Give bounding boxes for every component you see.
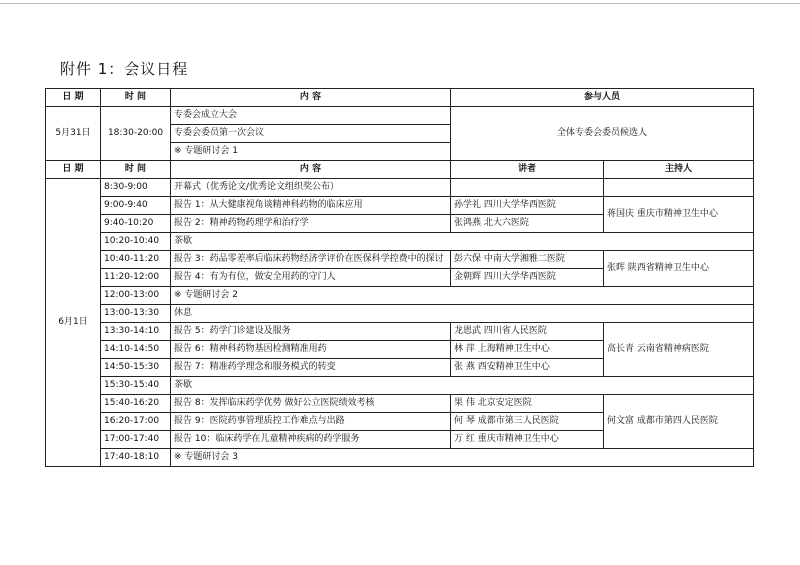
table-row <box>46 179 754 197</box>
table1-header-row <box>46 89 754 107</box>
content-cell: 报告 9：医院药事管理质控工作难点与出路 <box>171 413 451 431</box>
table2-header-row <box>46 161 754 179</box>
content-cell: ※ 专题研讨会 1 <box>171 143 451 161</box>
header-speaker: 讲者 <box>451 161 604 179</box>
time-cell: 15:30-15:40 <box>101 377 171 395</box>
speaker-cell: 何 琴 成都市第三人民医院 <box>451 413 604 431</box>
speaker-cell: 彭六保 中南大学湘雅二医院 <box>451 251 604 269</box>
time-cell: 14:10-14:50 <box>101 341 171 359</box>
table-row <box>46 233 754 251</box>
date-cell: 5月31日 <box>46 107 101 161</box>
table-row <box>46 287 754 305</box>
time-cell: 12:00-13:00 <box>101 287 171 305</box>
table-row <box>46 323 754 341</box>
table-row <box>46 197 754 215</box>
speaker-cell: 张鸿燕 北大六医院 <box>451 215 604 233</box>
time-cell: 15:40-16:20 <box>101 395 171 413</box>
time-cell: 13:00-13:30 <box>101 305 171 323</box>
time-cell: 9:00-9:40 <box>101 197 171 215</box>
header-date: 日 期 <box>46 161 101 179</box>
time-cell: 11:20-12:00 <box>101 269 171 287</box>
content-cell: 报告 4：有为有位，做安全用药的守门人 <box>171 269 451 287</box>
speaker-cell: 孙学礼 四川大学华西医院 <box>451 197 604 215</box>
host-cell <box>604 179 754 197</box>
top-rule <box>0 3 800 4</box>
header-participants: 参与人员 <box>451 89 754 107</box>
table-row <box>46 377 754 395</box>
content-cell: 报告 7：精准药学理念和服务模式的转变 <box>171 359 451 377</box>
content-cell: 报告 1：从大健康视角谈精神科药物的临床应用 <box>171 197 451 215</box>
document-title: 附件 1：会议日程 <box>60 60 189 78</box>
table-row <box>46 449 754 467</box>
header-content: 内 容 <box>171 161 451 179</box>
content-cell: 专委会委员第一次会议 <box>171 125 451 143</box>
header-content: 内 容 <box>171 89 451 107</box>
time-cell: 10:40-11:20 <box>101 251 171 269</box>
speaker-cell: 张 燕 西安精神卫生中心 <box>451 359 604 377</box>
time-cell: 17:40-18:10 <box>101 449 171 467</box>
schedule-table <box>45 88 754 467</box>
host-cell: 高长青 云南省精神病医院 <box>604 323 754 377</box>
table-row <box>46 251 754 269</box>
speaker-cell <box>451 179 604 197</box>
speaker-cell: 龙恩武 四川省人民医院 <box>451 323 604 341</box>
time-cell: 9:40-10:20 <box>101 215 171 233</box>
content-cell: 报告 10：临床药学在儿童精神疾病的药学服务 <box>171 431 451 449</box>
time-cell: 18:30-20:00 <box>101 107 171 161</box>
speaker-cell: 万 红 重庆市精神卫生中心 <box>451 431 604 449</box>
speaker-cell: 果 伟 北京安定医院 <box>451 395 604 413</box>
time-cell: 14:50-15:30 <box>101 359 171 377</box>
header-time: 时 间 <box>101 161 171 179</box>
content-cell: 报告 8：发挥临床药学优势 做好公立医院绩效考核 <box>171 395 451 413</box>
content-cell: 开幕式（优秀论文/优秀论文组织奖公布） <box>171 179 451 197</box>
host-cell: 张晖 陕西省精神卫生中心 <box>604 251 754 287</box>
speaker-cell: 金朝辉 四川大学华西医院 <box>451 269 604 287</box>
content-cell: 茶歇 <box>171 377 754 395</box>
table-row <box>46 395 754 413</box>
time-cell: 16:20-17:00 <box>101 413 171 431</box>
content-cell: 报告 3：药品零差率后临床药物经济学评价在医保科学控费中的探讨 <box>171 251 451 269</box>
content-cell: 报告 6：精神科药物基因检测精准用药 <box>171 341 451 359</box>
content-cell: 报告 5：药学门诊建设及服务 <box>171 323 451 341</box>
content-cell: 专委会成立大会 <box>171 107 451 125</box>
content-cell: 休息 <box>171 305 754 323</box>
header-host: 主持人 <box>604 161 754 179</box>
table-row <box>46 305 754 323</box>
table-row <box>46 107 754 125</box>
participants-cell: 全体专委会委员候选人 <box>451 107 754 161</box>
host-cell: 蒋国庆 重庆市精神卫生中心 <box>604 197 754 233</box>
time-cell: 8:30-9:00 <box>101 179 171 197</box>
header-time: 时 间 <box>101 89 171 107</box>
time-cell: 13:30-14:10 <box>101 323 171 341</box>
time-cell: 10:20-10:40 <box>101 233 171 251</box>
host-cell: 何文富 成都市第四人民医院 <box>604 395 754 449</box>
time-cell: 17:00-17:40 <box>101 431 171 449</box>
content-cell: 茶歇 <box>171 233 754 251</box>
date-cell: 6月1日 <box>46 179 101 467</box>
content-cell: ※ 专题研讨会 3 <box>171 449 754 467</box>
content-cell: 报告 2：精神药物药理学和治疗学 <box>171 215 451 233</box>
speaker-cell: 林 萍 上海精神卫生中心 <box>451 341 604 359</box>
content-cell: ※ 专题研讨会 2 <box>171 287 754 305</box>
header-date: 日 期 <box>46 89 101 107</box>
